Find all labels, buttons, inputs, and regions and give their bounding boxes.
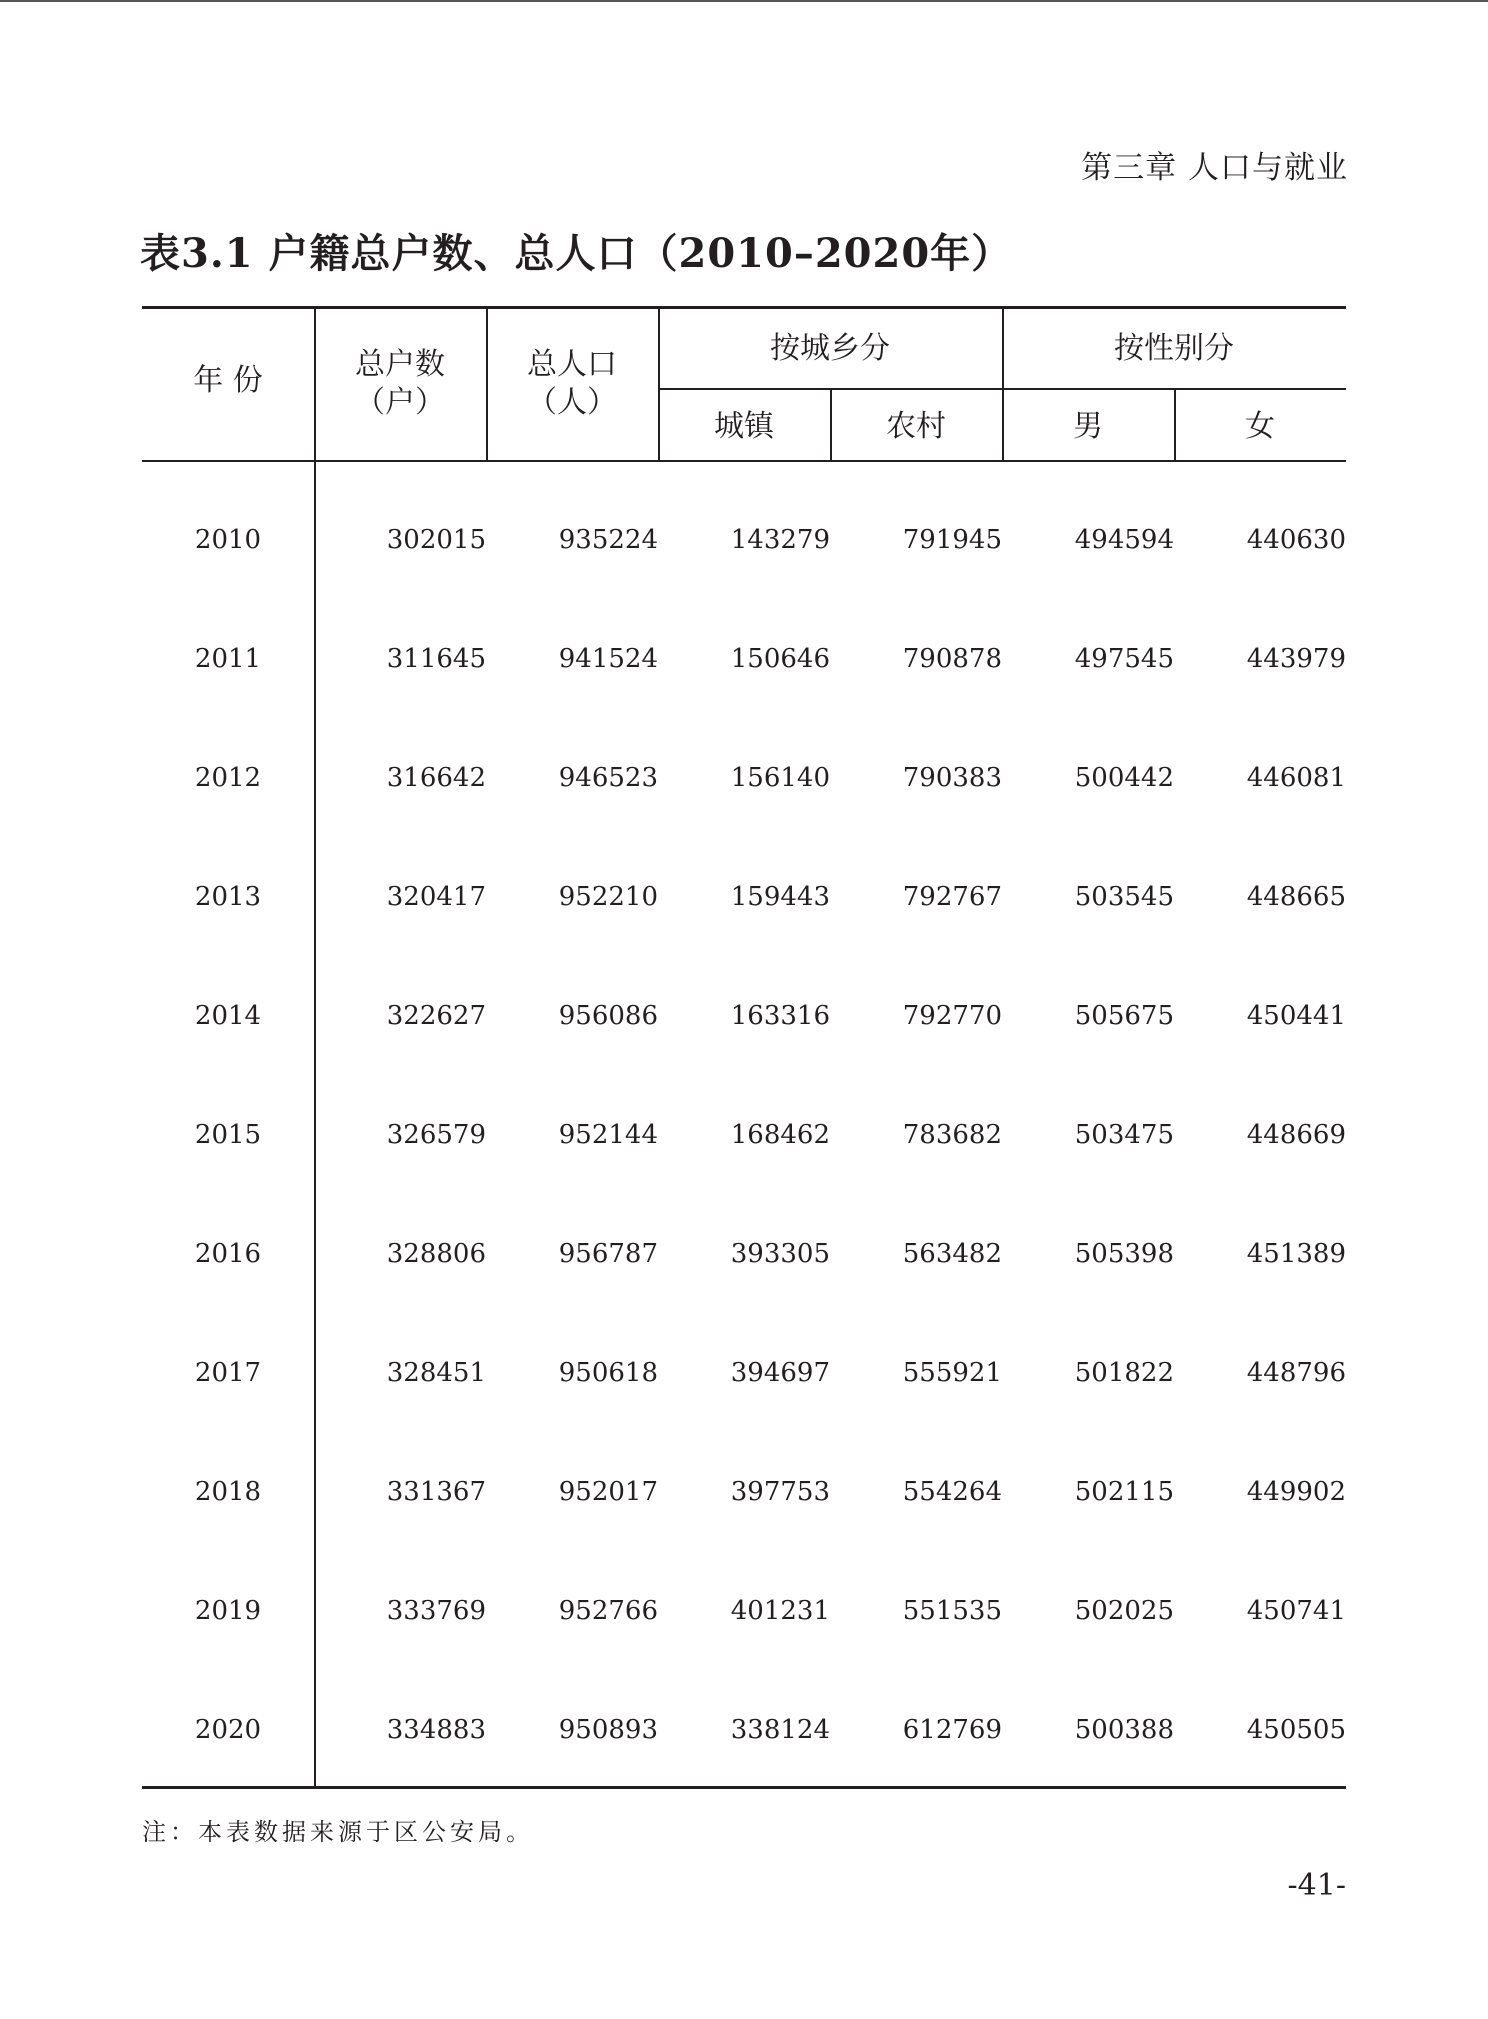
cell-urban: 159443	[730, 882, 830, 912]
table-row	[142, 1472, 1346, 1512]
cell-urban: 393305	[730, 1239, 830, 1269]
cell-population: 952210	[558, 882, 658, 912]
cell-female: 440630	[1246, 525, 1346, 555]
cell-year: 2010	[194, 525, 262, 555]
cell-population: 941524	[558, 644, 658, 674]
cell-year: 2014	[194, 1001, 262, 1031]
page-top-border	[0, 0, 1488, 2]
cell-urban: 150646	[730, 644, 830, 674]
cell-population: 956787	[558, 1239, 658, 1269]
cell-female: 448796	[1246, 1358, 1346, 1388]
table-top-rule	[142, 306, 1346, 309]
cell-households: 334883	[386, 1715, 486, 1745]
cell-male: 503475	[1074, 1120, 1174, 1150]
cell-year: 2015	[194, 1120, 262, 1150]
cell-rural: 792767	[902, 882, 1002, 912]
cell-year: 2016	[194, 1239, 262, 1269]
cell-rural: 554264	[902, 1477, 1002, 1507]
table-row	[142, 1710, 1346, 1750]
cell-female: 450441	[1246, 1001, 1346, 1031]
table-note: 注：本表数据来源于区公安局。	[142, 1818, 534, 1846]
cell-year: 2011	[194, 644, 262, 674]
cell-rural: 551535	[902, 1596, 1002, 1626]
table-row	[142, 520, 1346, 560]
cell-female: 446081	[1246, 763, 1346, 793]
header-households-unit: （户）	[355, 385, 445, 420]
chapter-header: 第三章 人口与就业	[1081, 150, 1348, 186]
cell-male: 501822	[1074, 1358, 1174, 1388]
cell-population: 935224	[558, 525, 658, 555]
table-row	[142, 1353, 1346, 1393]
cell-urban: 168462	[730, 1120, 830, 1150]
table-title: 表3.1 户籍总户数、总人口（2010–2020年）	[140, 230, 1013, 277]
population-table	[142, 306, 1346, 1790]
header-year: 年 份	[193, 363, 263, 398]
cell-female: 448669	[1246, 1120, 1346, 1150]
cell-female: 450505	[1246, 1715, 1346, 1745]
cell-year: 2020	[194, 1715, 262, 1745]
cell-households: 328451	[386, 1358, 486, 1388]
cell-male: 494594	[1074, 525, 1174, 555]
table-row	[142, 639, 1346, 679]
cell-households: 320417	[386, 882, 486, 912]
cell-rural: 790383	[902, 763, 1002, 793]
cell-female: 451389	[1246, 1239, 1346, 1269]
cell-male: 505675	[1074, 1001, 1174, 1031]
table-row	[142, 758, 1346, 798]
cell-urban: 401231	[730, 1596, 830, 1626]
cell-population: 952144	[558, 1120, 658, 1150]
cell-population: 950893	[558, 1715, 658, 1745]
header-by-urban-rural: 按城乡分	[770, 331, 890, 366]
cell-rural: 790878	[902, 644, 1002, 674]
cell-year: 2013	[194, 882, 262, 912]
cell-year: 2017	[194, 1358, 262, 1388]
header-by-sex: 按性别分	[1114, 331, 1234, 366]
cell-female: 443979	[1246, 644, 1346, 674]
table-row	[142, 1234, 1346, 1274]
header-rural: 农村	[886, 409, 946, 444]
cell-rural: 555921	[902, 1358, 1002, 1388]
cell-households: 311645	[386, 644, 486, 674]
cell-population: 956086	[558, 1001, 658, 1031]
cell-rural: 792770	[902, 1001, 1002, 1031]
cell-urban: 156140	[730, 763, 830, 793]
cell-households: 328806	[386, 1239, 486, 1269]
header-female: 女	[1245, 409, 1275, 444]
cell-population: 950618	[558, 1358, 658, 1388]
cell-female: 449902	[1246, 1477, 1346, 1507]
cell-population: 952017	[558, 1477, 658, 1507]
cell-year: 2012	[194, 763, 262, 793]
cell-households: 326579	[386, 1120, 486, 1150]
cell-urban: 163316	[730, 1001, 830, 1031]
cell-households: 302015	[386, 525, 486, 555]
cell-male: 505398	[1074, 1239, 1174, 1269]
cell-households: 316642	[386, 763, 486, 793]
cell-urban: 338124	[730, 1715, 830, 1745]
table-row	[142, 996, 1346, 1036]
cell-rural: 563482	[902, 1239, 1002, 1269]
cell-year: 2018	[194, 1477, 262, 1507]
cell-male: 497545	[1074, 644, 1174, 674]
table-row	[142, 877, 1346, 917]
header-households-label: 总户数	[355, 347, 445, 382]
cell-female: 450741	[1246, 1596, 1346, 1626]
cell-households: 322627	[386, 1001, 486, 1031]
page-number: -41-	[1287, 1868, 1346, 1903]
cell-households: 333769	[386, 1596, 486, 1626]
table-row	[142, 1591, 1346, 1631]
cell-male: 500442	[1074, 763, 1174, 793]
table-row	[142, 1115, 1346, 1155]
header-households	[314, 346, 486, 422]
header-bottom-rule	[142, 460, 1346, 462]
table-bottom-rule	[142, 1786, 1346, 1789]
header-population-unit: （人）	[527, 385, 617, 420]
header-urban: 城镇	[714, 409, 774, 444]
cell-year: 2019	[194, 1596, 262, 1626]
cell-population: 952766	[558, 1596, 658, 1626]
header-population	[486, 346, 658, 422]
cell-male: 502025	[1074, 1596, 1174, 1626]
cell-male: 502115	[1074, 1477, 1174, 1507]
cell-rural: 791945	[902, 525, 1002, 555]
header-male: 男	[1073, 409, 1103, 444]
cell-urban: 394697	[730, 1358, 830, 1388]
cell-rural: 612769	[902, 1715, 1002, 1745]
cell-male: 503545	[1074, 882, 1174, 912]
cell-households: 331367	[386, 1477, 486, 1507]
cell-population: 946523	[558, 763, 658, 793]
cell-urban: 143279	[730, 525, 830, 555]
cell-female: 448665	[1246, 882, 1346, 912]
cell-male: 500388	[1074, 1715, 1174, 1745]
cell-urban: 397753	[730, 1477, 830, 1507]
cell-rural: 783682	[902, 1120, 1002, 1150]
header-population-label: 总人口	[527, 347, 617, 382]
